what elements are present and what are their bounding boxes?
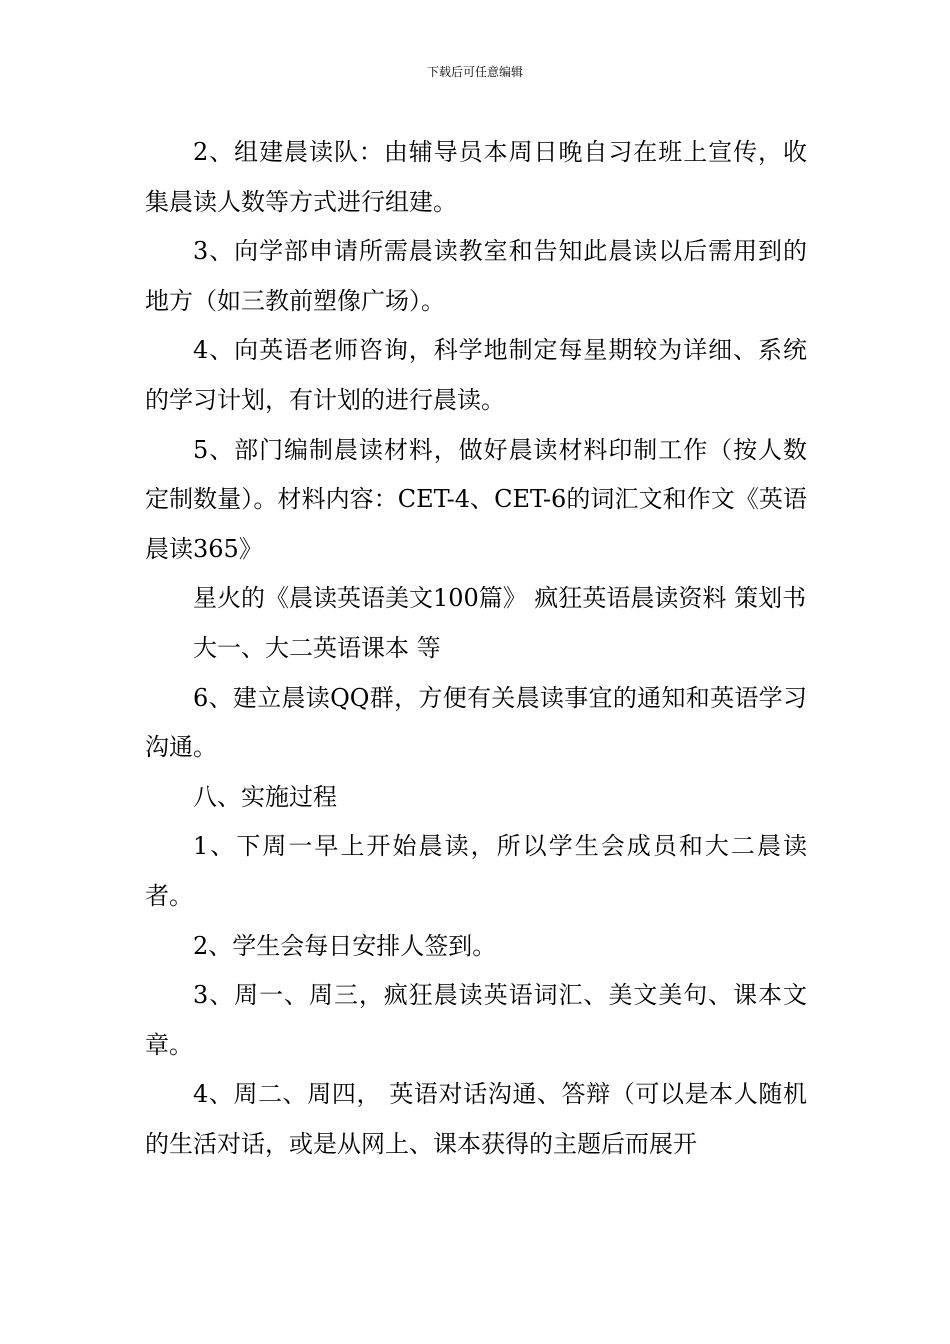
- paragraph-impl-step-4: 4、周二、周四， 英语对话沟通、答辩（可以是本人随机的生活对话，或是从网上、课本获得的主题后而展开: [145, 1080, 807, 1158]
- section-heading-implementation: 八、实施过程: [193, 782, 337, 811]
- paragraph-step-2-reading-team: 2、组建晨读队：由辅导员本周日晚自习在班上宣传，收集晨读人数等方式进行组建。: [145, 138, 807, 216]
- paragraph-materials-continued: 星火的《晨读英语美文100篇》 疯狂英语晨读资料 策划书: [193, 584, 807, 613]
- paragraph-impl-step-3: 3、周一、周三，疯狂晨读英语词汇、美文美句、课本文章。: [145, 981, 807, 1059]
- document-body: [145, 128, 807, 1169]
- paragraph-textbooks: 大一、大二英语课本 等: [193, 633, 441, 662]
- paragraph-step-6-qq-group: 6、建立晨读QQ群，方便有关晨读事宜的通知和英语学习沟通。: [145, 683, 807, 762]
- paragraph-step-4-plan: 4、向英语老师咨询，科学地制定每星期较为详细、系统的学习计划，有计划的进行晨读。: [145, 336, 807, 414]
- page-header: 下载后可任意编辑: [426, 65, 523, 79]
- paragraph-step-5-materials: 5、部门编制晨读材料，做好晨读材料印制工作（按人数定制数量）。材料内容：CET-4、CET-6的词汇文和作文《英语晨读365》: [145, 435, 807, 563]
- paragraph-step-3-classroom: 3、向学部申请所需晨读教室和告知此晨读以后需用到的地方（如三教前塑像广场）。: [145, 237, 807, 315]
- paragraph-impl-step-2: 2、学生会每日安排人签到。: [193, 931, 497, 960]
- paragraph-impl-step-1: 1、下周一早上开始晨读，所以学生会成员和大二晨读者。: [145, 832, 807, 910]
